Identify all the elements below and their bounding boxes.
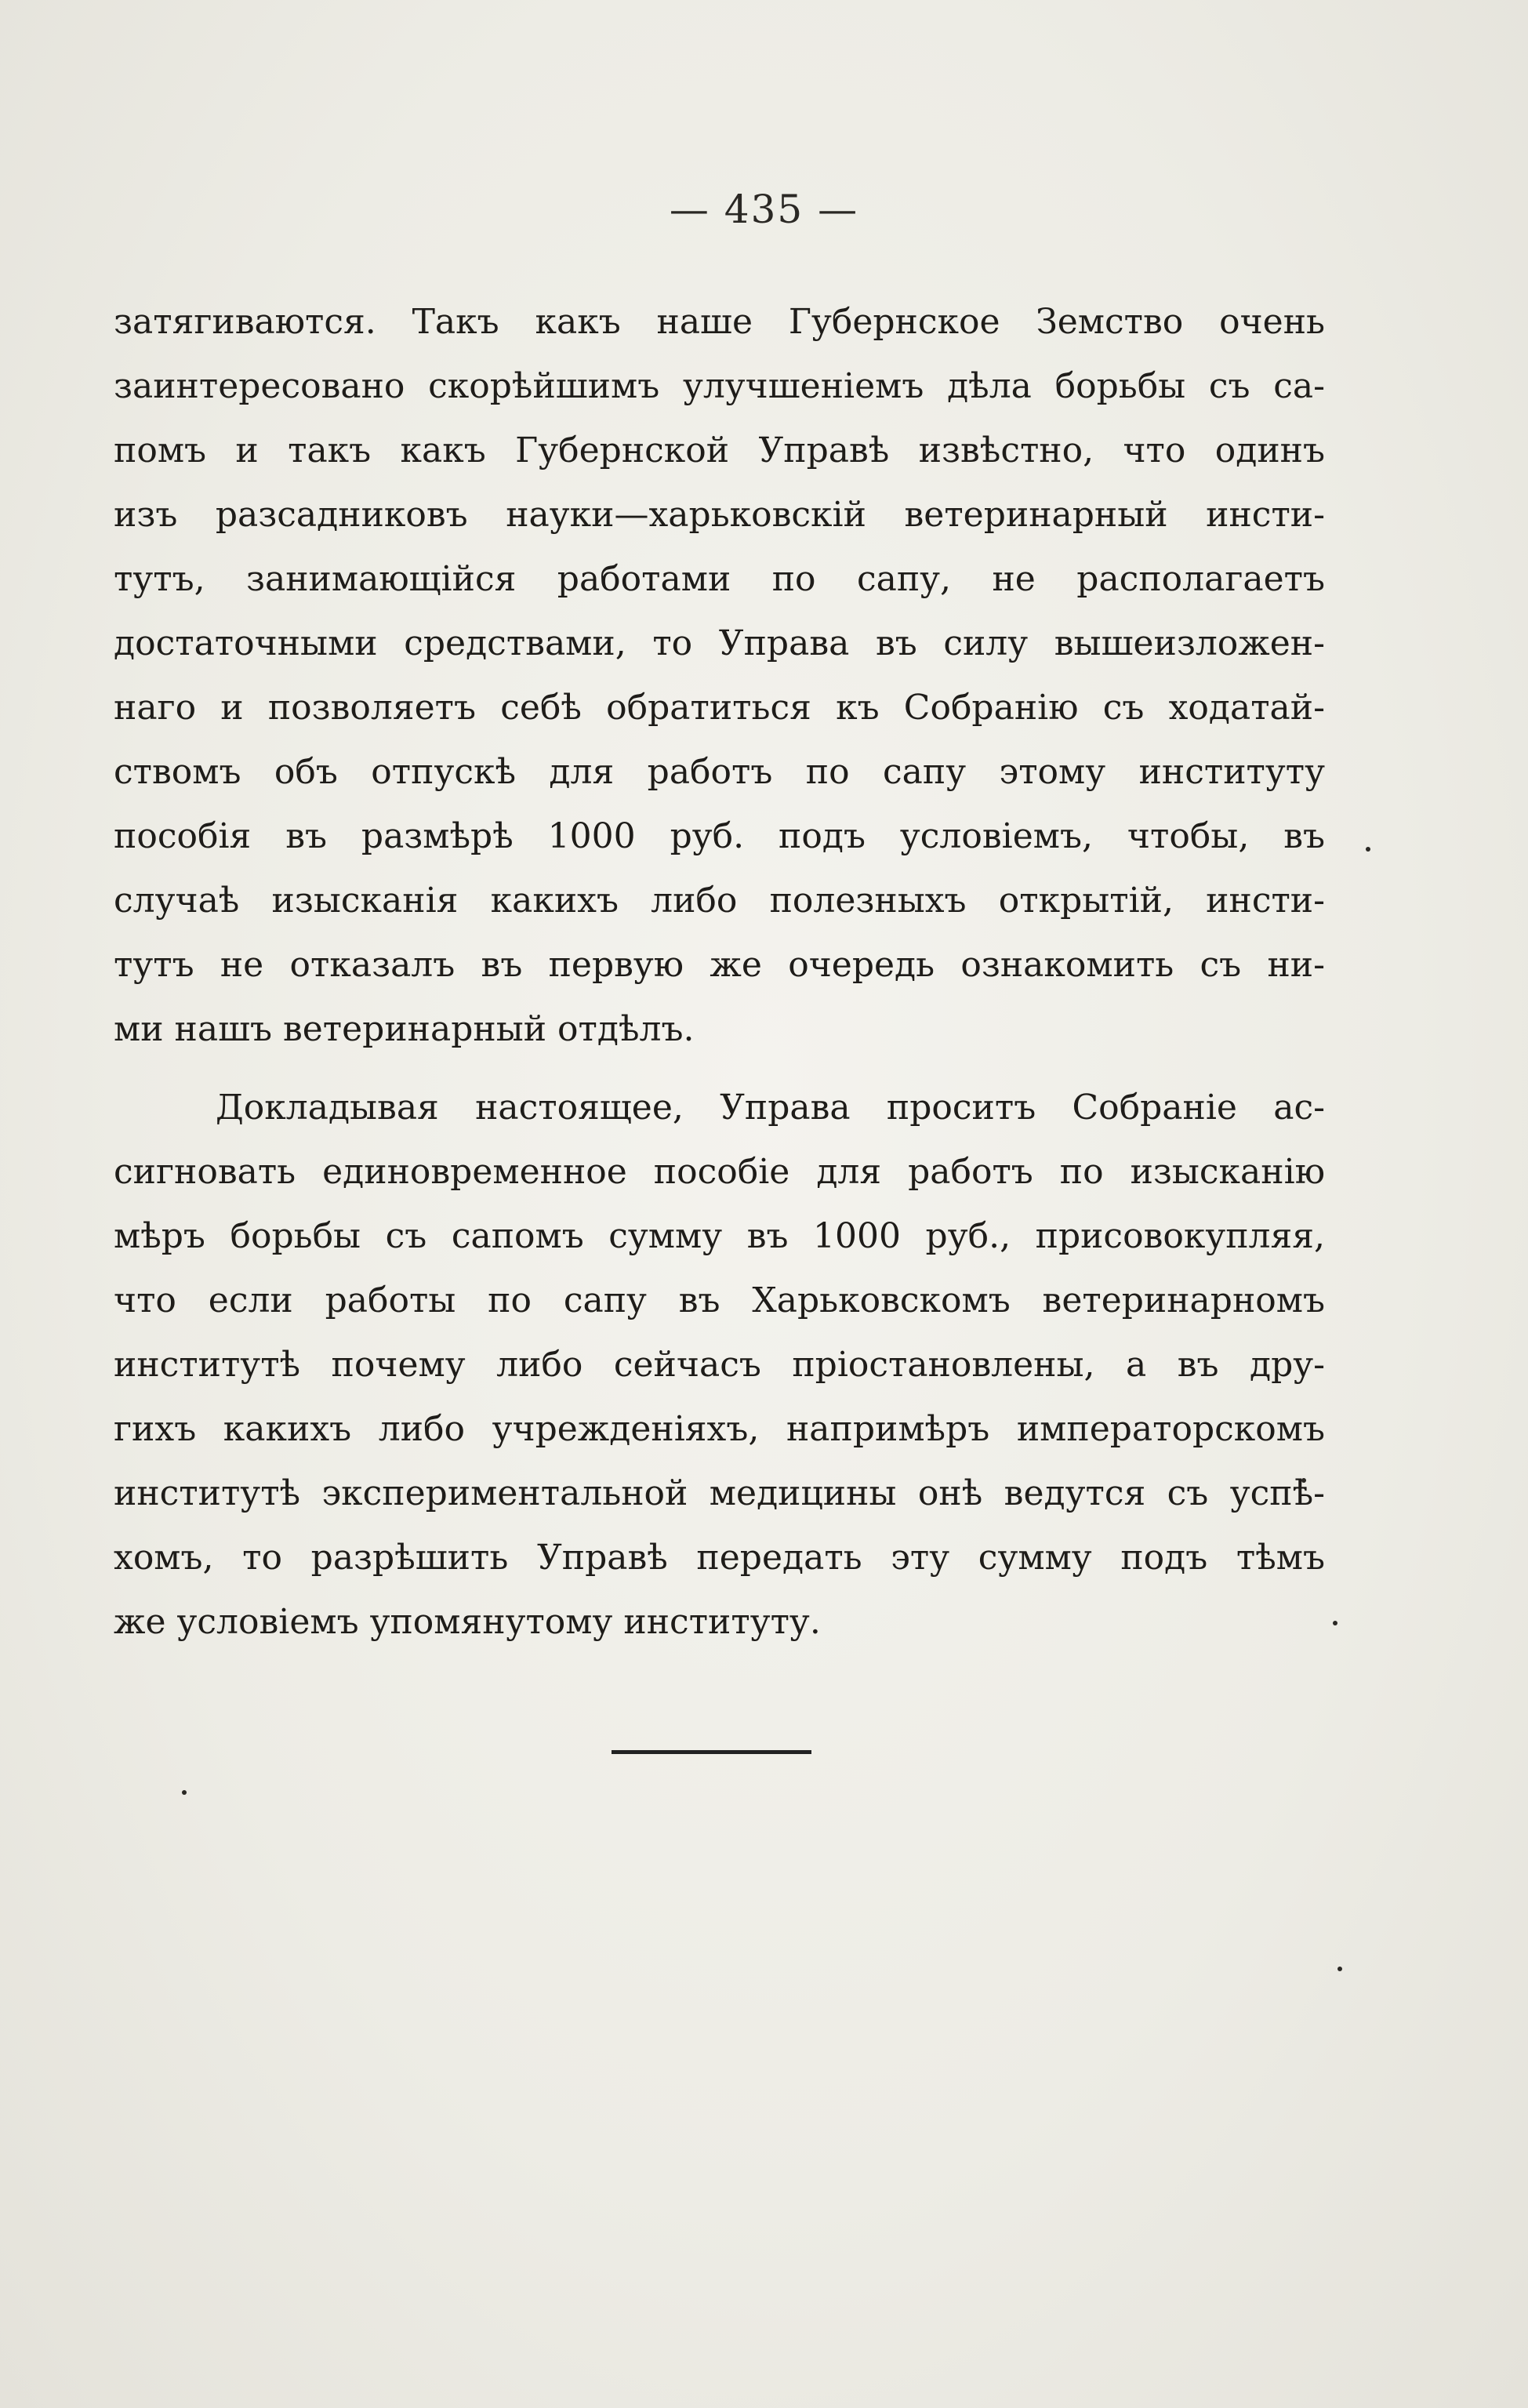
text-line: ствомъ объ отпускѣ для работъ по сапу этому институту	[114, 752, 1325, 792]
text-line: же условіемъ упомянутому институту.	[114, 1602, 821, 1642]
text-line: мѣръ борьбы съ сапомъ сумму въ 1000 руб., присовокупляя,	[114, 1216, 1325, 1256]
text-line: что если работы по сапу въ Харьковскомъ ветеринарномъ	[114, 1280, 1325, 1320]
paragraph-2	[114, 1076, 1325, 1654]
section-divider	[612, 1750, 811, 1754]
text-line: институтѣ экспериментальной медицины онѣ ведутся съ успѣ-	[114, 1473, 1325, 1513]
text-line: гихъ какихъ либо учрежденіяхъ, напримѣръ императорскомъ	[114, 1409, 1325, 1449]
text-line: случаѣ изысканія какихъ либо полезныхъ открытій, инсти-	[114, 881, 1325, 921]
text-line: помъ и такъ какъ Губернской Управѣ извѣстно, что одинъ	[114, 430, 1325, 470]
text-line: наго и позволяетъ себѣ обратиться къ Собранію съ ходатай-	[114, 688, 1325, 728]
text-line: достаточными средствами, то Управа въ силу вышеизложен-	[114, 623, 1325, 663]
body-text	[114, 290, 1325, 1654]
text-line: хомъ, то разрѣшить Управѣ передать эту сумму подъ тѣмъ	[114, 1538, 1325, 1578]
text-line: изъ разсадниковъ науки—харьковскій ветеринарный инсти-	[114, 495, 1325, 535]
ink-speck	[182, 1790, 187, 1795]
text-line: заинтересовано скорѣйшимъ улучшеніемъ дѣла борьбы съ са-	[114, 366, 1325, 406]
paragraph-1	[114, 290, 1325, 1062]
text-line: пособія въ размѣрѣ 1000 руб. подъ условіемъ, чтобы, въ	[114, 816, 1325, 856]
text-line: сигновать единовременное пособіе для работъ по изысканію	[114, 1152, 1325, 1192]
page-number: — 435 —	[669, 187, 859, 232]
text-line: затягиваются. Такъ какъ наше Губернское Земство очень	[114, 302, 1325, 342]
ink-speck	[1333, 1621, 1337, 1625]
text-line: Докладывая настоящее, Управа проситъ Собраніе ас-	[216, 1088, 1325, 1128]
text-line: ми нашъ ветеринарный отдѣлъ.	[114, 1009, 695, 1049]
text-line: институтѣ почему либо сейчасъ пріостановлены, а въ дру-	[114, 1345, 1325, 1385]
text-line: тутъ не отказалъ въ первую же очередь ознакомить съ ни-	[114, 945, 1325, 985]
text-line: тутъ, занимающійся работами по сапу, не располагаетъ	[114, 559, 1325, 599]
ink-speck	[1337, 1967, 1342, 1971]
ink-speck	[1366, 847, 1370, 852]
